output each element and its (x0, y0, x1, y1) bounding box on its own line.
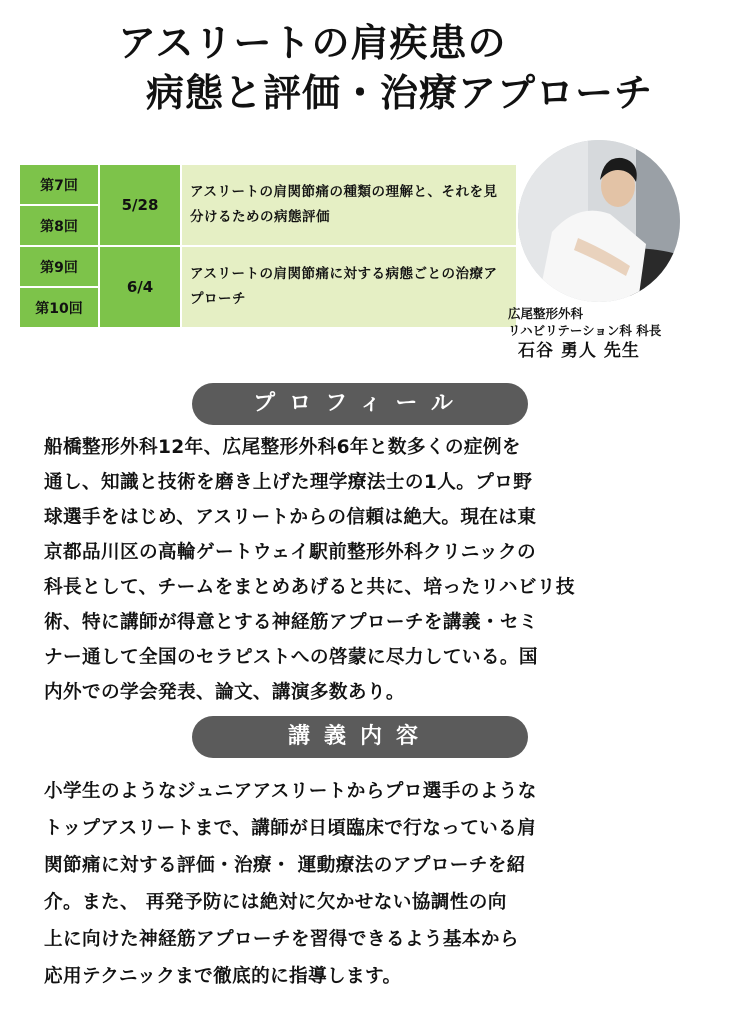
lecturer-affiliation-1: 広尾整形外科 (508, 306, 584, 321)
session-topic: アスリートの肩関節痛に対する病態ごとの治療アプローチ (181, 246, 517, 328)
profile-text: 船橋整形外科12年、広尾整形外科6年と数多くの症例を 通し、知識と技術を磨き上げた理学療法士の1人。プロ野 球選手をはじめ、アスリートからの信頼は絶大。現在は東 京都品川区の高輪ゲートウェイ駅前整形外科クリニックの 科長として、チームをまとめあげると共に、培ったリハビリ技 術、特に講師が得意とする神経筋アプローチを講義・セミ ナー通して全国のセラピストへの啓蒙に尽力している。国 内外での学会発表、論文、講演多数あり。 (44, 437, 575, 703)
title-line-2: 病態と評価・治療アプローチ (146, 71, 654, 115)
lecturer-name: 石谷 勇人 先生 (518, 341, 640, 361)
session-label: 第9回 (19, 246, 99, 287)
session-topic: アスリートの肩関節痛の種類の理解と、それを見分けるための病態評価 (181, 164, 517, 246)
session-label: 第10回 (19, 287, 99, 328)
lecturer-photo-illustration (518, 140, 680, 302)
title-line-1: アスリートの肩疾患の (118, 21, 507, 65)
table-row (19, 246, 517, 287)
table-row (19, 164, 517, 205)
session-date: 5/28 (99, 164, 181, 246)
schedule-table (18, 163, 518, 329)
lecture-content-text: 小学生のようなジュニアアスリートからプロ選手のような トップアスリートまで、講師が日頃臨床で行なっている肩 関節痛に対する評価・治療・ 運動療法のアプローチを紹 介。また、 再発予防には絶対に欠かせない協調性の向 上に向けた神経筋アプローチを習得できるよう基本から 応用テクニックまで徹底的に指導します。 (44, 781, 537, 987)
lecture-content-heading: 講義内容 (192, 716, 528, 758)
session-label: 第7回 (19, 164, 99, 205)
lecturer-info (508, 305, 718, 363)
session-date: 6/4 (99, 246, 181, 328)
session-label: 第8回 (19, 205, 99, 246)
flyer-title (118, 18, 678, 118)
profile-heading: プロフィール (192, 383, 528, 425)
lecturer-photo (518, 140, 680, 302)
lecturer-affiliation-2: リハビリテーション科 科長 (508, 323, 662, 338)
